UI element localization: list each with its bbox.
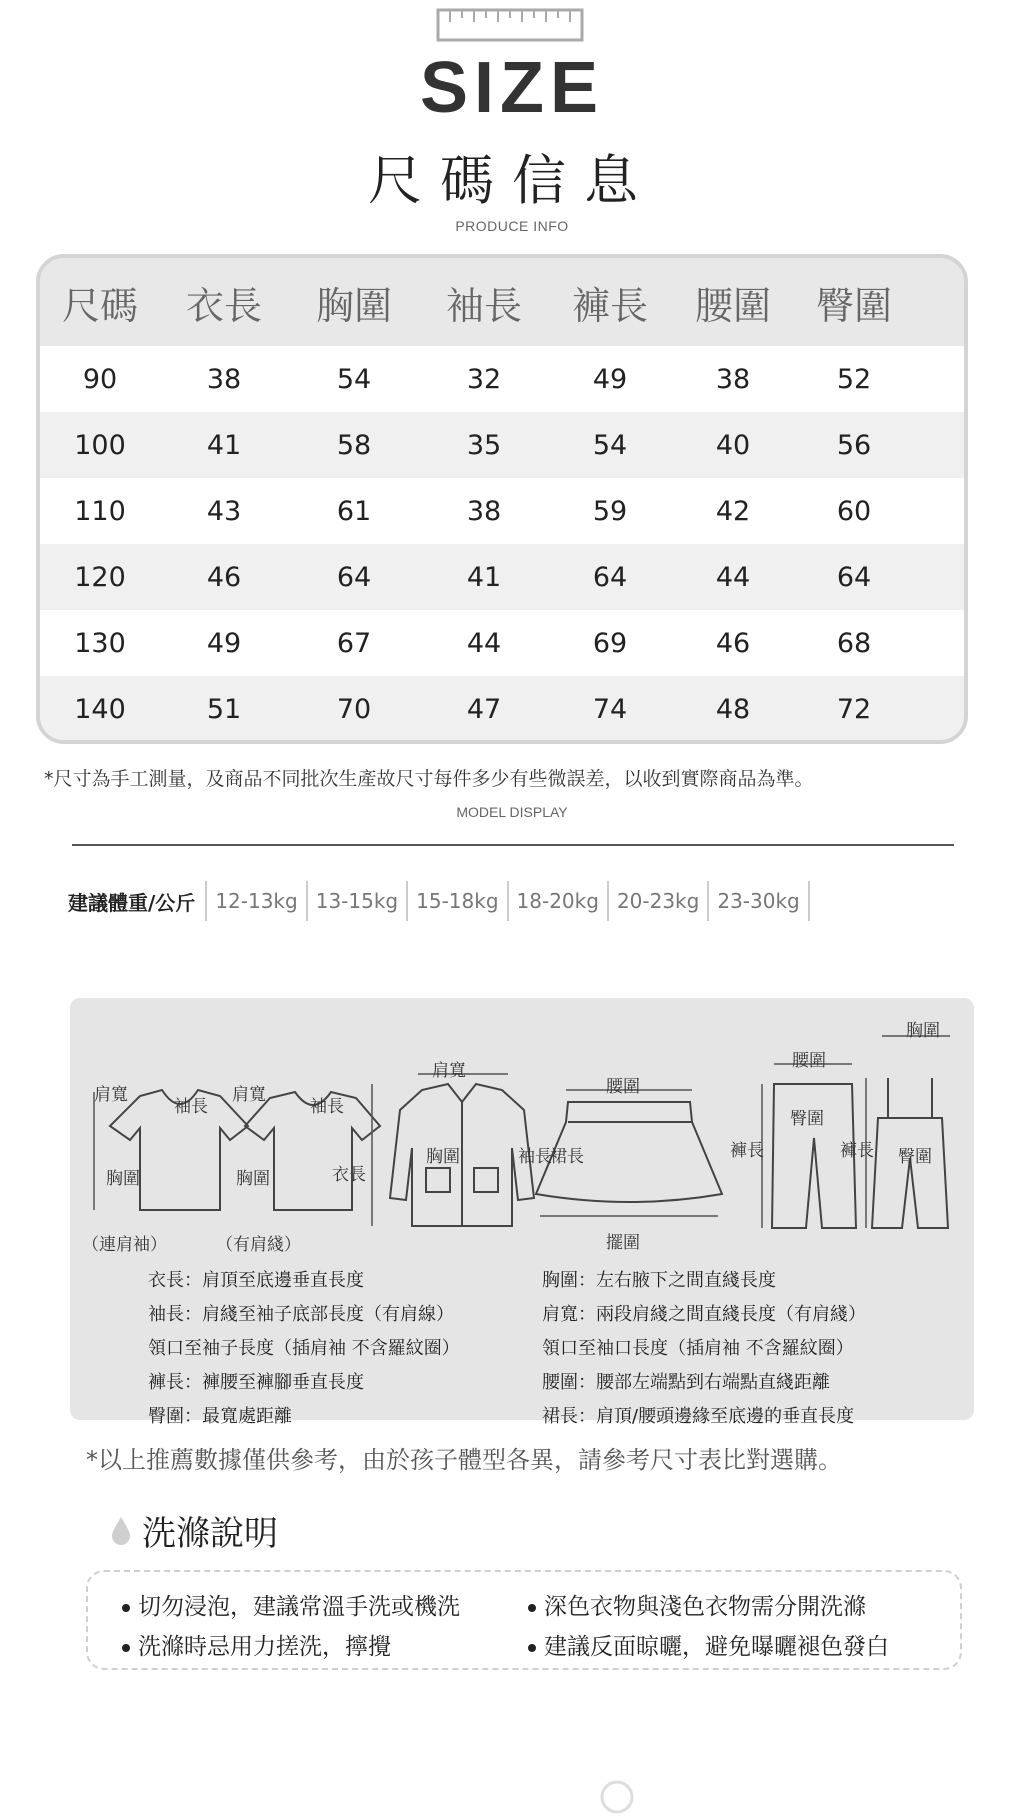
pants-length-label: 褲長 [730,1141,764,1161]
definition-text: 肩寬：兩段肩綫之間直綫長度（有肩綫） [542,1304,866,1325]
skirt-length-label: 裙長 [550,1147,584,1167]
table-row [40,676,964,742]
column-header: 褲長 [571,283,648,328]
column-header: 袖長 [445,283,522,328]
table-cell: 69 [592,627,628,659]
table-cell: 64 [836,561,872,593]
table-cell: 68 [836,627,872,659]
weight-item: 23-30kg [707,881,809,921]
table-cell: 54 [592,429,628,461]
size-title: SIZE [419,48,605,128]
washing-tip-text: 切勿浸泡，建議常溫手洗或機洗 [138,1594,460,1620]
sleeve-label: 袖長 [174,1097,208,1117]
table-row [40,346,964,412]
weight-item: 20-23kg [607,881,707,921]
weight-item: 18-20kg [507,881,607,921]
chest-label: 胸圍 [426,1147,460,1167]
reference-note: *以上推薦數據僅供參考，由於孩子體型各異，請參考尺寸表比對選購。 [86,1446,842,1474]
table-cell: 43 [206,495,242,527]
column-header: 臀圍 [815,283,892,328]
weight-item: 15-18kg [406,881,506,921]
table-cell: 46 [715,627,751,659]
table-row [40,478,964,544]
table-cell: 140 [74,693,126,725]
bullet-icon [122,1604,130,1612]
size-info-title: 尺碼信息 [368,149,656,212]
table-cell: 40 [715,429,751,461]
length-label: 衣長 [332,1165,366,1185]
definition-text: 裙長：肩頂/腰頭邊緣至底邊的垂直長度 [542,1406,855,1427]
washing-tip [122,1628,391,1661]
table-cell: 60 [836,495,872,527]
table-cell: 49 [206,627,242,659]
table-cell: 38 [715,363,751,395]
table-row [40,544,964,610]
set-in-note: （有肩綫） [216,1235,301,1255]
definition-text: 領口至袖子長度（插肩袖 不含羅紋圈） [148,1338,460,1359]
shoulder-label: 肩寬 [432,1061,466,1081]
weight-label: 建議體重/公斤 [68,890,196,915]
table-body [40,346,964,742]
sleeve-label: 袖長 [518,1147,552,1167]
raglan-note: （連肩袖） [82,1235,167,1255]
shoulder-label: 肩寬 [94,1085,128,1105]
definition-text: 袖長：肩綫至袖子底部長度（有肩線） [148,1304,454,1325]
washing-tip-text: 洗滌時忌用力搓洗，擰攪 [138,1634,391,1660]
sleeve-label: 袖長 [310,1097,344,1117]
size-table [36,254,968,744]
table-cell: 54 [336,363,372,395]
table-cell: 49 [592,363,628,395]
chest-label: 胸圍 [906,1021,940,1041]
table-cell: 52 [836,363,872,395]
table-cell: 48 [715,693,751,725]
table-cell: 56 [836,429,872,461]
definition-text: 腰圍：腰部左端點到右端點直綫距離 [542,1372,830,1393]
table-cell: 110 [74,495,126,527]
waist-label: 腰圍 [792,1051,826,1071]
table-cell: 35 [466,429,502,461]
washing-heading [110,1506,278,1555]
divider [72,844,954,846]
table-cell: 38 [206,363,242,395]
chest-label: 胸圍 [236,1169,270,1189]
weight-item: 12-13kg [205,881,305,921]
table-cell: 70 [336,693,372,725]
hem-label: 擺圍 [606,1233,640,1253]
table-cell: 61 [336,495,372,527]
table-cell: 32 [466,363,502,395]
pants-length-label: 褲長 [840,1141,874,1161]
measurement-guide-panel [70,998,974,1427]
table-cell: 90 [82,363,118,395]
shoulder-label: 肩寬 [232,1085,266,1105]
washing-tip [528,1588,866,1621]
table-cell: 47 [466,693,502,725]
table-cell: 41 [206,429,242,461]
table-cell: 64 [336,561,372,593]
table-cell: 64 [592,561,628,593]
column-header: 胸圍 [315,283,392,328]
definition-text: 胸圍：左右腋下之間直綫長度 [542,1270,776,1291]
table-cell: 72 [836,693,872,725]
bullet-icon [528,1644,536,1652]
washing-tip-text: 深色衣物與淺色衣物需分開洗滌 [544,1594,866,1620]
table-cell: 46 [206,561,242,593]
table-cell: 51 [206,693,242,725]
definition-text: 臀圍：最寬處距離 [148,1406,292,1427]
table-cell: 74 [592,693,628,725]
ruler-icon [436,8,584,46]
bullet-icon [528,1604,536,1612]
washing-instructions-box [86,1570,962,1670]
water-drop-icon [110,1516,132,1546]
produce-info-subtitle: PRODUCE INFO [455,218,569,234]
table-cell: 44 [715,561,751,593]
table-header-row [40,258,964,346]
waist-label: 腰圍 [606,1077,640,1097]
column-header: 腰圍 [694,283,771,328]
definition-text: 衣長：肩頂至底邊垂直長度 [148,1270,364,1291]
washing-tip [122,1588,460,1621]
table-cell: 67 [336,627,372,659]
weight-recommendation [68,880,810,922]
bullet-icon [122,1644,130,1652]
washing-tip [528,1628,889,1661]
table-cell: 38 [466,495,502,527]
table-row [40,412,964,478]
hip-label: 臀圍 [898,1147,932,1167]
model-display-heading: MODEL DISPLAY [456,804,568,820]
table-row [40,610,964,676]
table-cell: 130 [74,627,126,659]
circle-decoration-icon [600,1780,634,1814]
garment-diagrams [70,998,974,1258]
measurement-note: *尺寸為手工測量，及商品不同批次生產故尺寸每件多少有些微誤差，以收到實際商品為準。 [44,768,814,790]
column-header: 衣長 [185,283,262,328]
washing-title: 洗滌說明 [142,1514,278,1554]
table-cell: 120 [74,561,126,593]
table-cell: 42 [715,495,751,527]
hip-label: 臀圍 [790,1109,824,1129]
table-cell: 44 [466,627,502,659]
table-cell: 100 [74,429,126,461]
definition-text: 領口至袖口長度（插肩袖 不含羅紋圈） [542,1338,854,1359]
weight-item: 13-15kg [306,881,406,921]
table-cell: 41 [466,561,502,593]
definition-text: 褲長：褲腰至褲腳垂直長度 [148,1372,364,1393]
table-cell: 58 [336,429,372,461]
table-cell: 59 [592,495,628,527]
washing-tip-text: 建議反面晾曬，避免曝曬褪色發白 [544,1634,889,1660]
column-header: 尺碼 [61,283,138,328]
chest-label: 胸圍 [106,1169,140,1189]
